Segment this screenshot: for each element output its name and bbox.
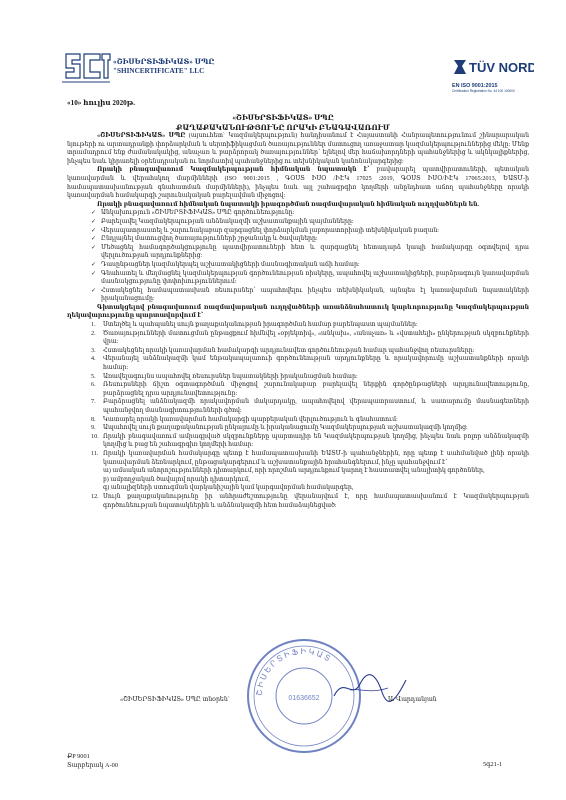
checkmark-icon: ✓: [91, 226, 97, 234]
list-item: ✓ Անկախություն «ՇԻՍԵՐՏԻՖԻԿԱՏ» ՍՊԸ գործունեությունը:: [91, 209, 295, 217]
goal-paragraph: [67, 166, 529, 200]
tuv-name: TÜV NORD: [469, 60, 534, 75]
company-logo: [60, 44, 112, 88]
intro-paragraph: [67, 132, 529, 166]
commitments-list: [67, 321, 529, 510]
title-line-1: «ՇԻՍԵՐՏԻՖԻԿԱՏ» ՍՊԸ: [232, 114, 334, 122]
stamp-number: 01636652: [288, 695, 320, 702]
list-item: 9. Ապահովել սույն քաղաքականության ընկալումը և իրականացումը Կազմակերպության աշխատակազմի կողմից:: [91, 425, 468, 432]
sub-item: ա) ամսական անորոշությունների դիտարկում, որի որոշման արդյունքում կարող է հաստատվել անալիտիկ գործոններ,: [103, 468, 485, 475]
signatory-title: «ՇԻՍԵՐՏԻՖԻԿԱՏ» ՍՊԸ տնօրեն`: [120, 696, 230, 703]
list-item: ✓ Վերապատրաստել և շարունակաբար զարգացնել փորձարկման լաբորատորիայի տեխնիկական բազան:: [91, 226, 439, 234]
list-item: 2. Ծառայությունների մատուցման ընթացքում հիմնվել «օբյեկտիվ», «անկախ», «անաչառ» և «վստահելի» ընկերության սկզբունքների վրա:: [91, 330, 529, 346]
checkmark-icon: ✓: [91, 217, 97, 225]
list-item: ✓ Հստակեցնել համապատասխան ռեսուրսներ՝ ապահովելու ինչպես տեխնիկական, այնպես էլ կառավարման նպատակների իրականացումը:: [91, 286, 529, 303]
list-item: ✓ Ընդլայնել մատուցվող ծառայությունների շրջանակը և ծավալները:: [91, 235, 318, 243]
list-item: 6. Ռեսուրսների ճիշտ օգտագործման միջոցով շարունակաբար բարելավել ներքին գործընթացների արդյունավետությունը, բարձրացնել դրա արդյունավետությունը:: [91, 382, 529, 397]
list-item: 11. Որակի կառավարման համակարգը պետք է համապատասխանի ԵԱՏՄ-ի պահանջներին, որը պետք է սահմանված լինի որակի կառավարման ձեռնարկում, ընթացակարգերում և աշխատանքային հրահանգներում, ինչը պահանջվում է՝ ա) ամսական անորոշությունների դիտարկում, որի որոշման արդյունքում կարող է հաստատվել անալիտիկ գործոններ, բ) ամբողջական ծավալով որակի դիտարկում, գ) անալիզների ստուգման վարկանիշային կամ կարգավորման համակարգեր,: [91, 450, 529, 492]
footer-doc-info: [67, 752, 118, 770]
tuv-iso: EN ISO 9001:2015: [452, 83, 498, 89]
checkmark-icon: ✓: [91, 209, 97, 217]
title-line-2: ՔԱՂԱՔԱԿԱՆՈՒԹՅՈՒՆԸ ՈՐԱԿԻ ԲՆԱԳԱՎԱՌՈՒՄ: [176, 124, 390, 132]
doc-edition: Տարբերակ A-00: [67, 762, 118, 769]
company-name-en: "SHINCERTIFICATE" LLC: [113, 67, 205, 75]
list-item: ✓ Բարելավել Կազմակերպության անձնակազմի աշխատանքային պայմանները:: [91, 217, 354, 225]
list-item: 3. Հստակեցնել որակի կառավարման համակարգի արդյունավետ գործունեության համար պահանջվող ռեսուրսները:: [91, 347, 475, 354]
sub-item: բ) ամբողջական ծավալով որակի դիտարկում,: [103, 476, 250, 483]
goal-heading: Որակի բնագավառում Կազմակերպության հիմնական նպատակն է՝: [97, 167, 370, 174]
document-title: [0, 113, 566, 133]
tuv-mark-icon: [452, 56, 534, 78]
stamp-text: ՇԻՍԵՐՏԻՖԻԿԱՏ: [254, 646, 334, 697]
tuv-nord-logo: [452, 56, 534, 102]
doc-code: ՔP 9001: [67, 753, 90, 760]
list-item: ✓ Մեծացնել համագործակցությունը պատվիրատուների հետ և զարգացնել հետադարձ կապի համակարգը օգտվելով դրա վերլուծության արդյունքներից:: [91, 243, 529, 260]
checkmark-icon: ✓: [91, 269, 97, 277]
checkmark-icon: ✓: [91, 243, 97, 251]
company-name-arm: «ՇԻՍԵՐՏԻՖԻԿԱՏ» ՍՊԸ: [113, 58, 215, 66]
page-number: 5գ21-1: [483, 761, 503, 768]
goal-text: բավարարել պատվիրատուների, պետական կառավարման և վերահսկող մարմինների (ISO 9001:2015 , ԳՕՍՏ ԻՍՕ /ԻԷԿ 17025 :2019, ԳՕՍՏ ԻՍՕ/ԻԷԿ 17065:2013, ԵԱՏՄ-ի համապատասխանության գնահատման մարմինների), ինչպես նաև այլ շահագրգիռ կողմերի անընդհատ աճող պահանջները որակի կառավարման համակարգի շարունակական բարելավման միջոցով:: [67, 167, 529, 200]
list-item: 5. Առավելագույնս ապահովել ռեսուրսներ նպատակների իրականացման համար:: [91, 373, 358, 380]
tuv-reg: Certification Registration No. 44 100 100000: [452, 89, 515, 93]
list-item: 10. Որակի բնագավառում ամրագրված սկզբունքները պարտադիր են Կազմակերպության կողմից, ինչպես նաև բոլոր անձնակազմի կողմից և բաց են շահագրգիռ կողմերի համար:: [91, 433, 529, 449]
directions-heading: Որակի բնագավառում հիմնական նպատակի իրագործման ռազմավարական հիմնական ուղղվածներն են.: [97, 201, 480, 208]
document-body: [67, 132, 529, 510]
list-item: 8. Կատարել որակի կառավարման համակարգի պարբերական վերլուծություն և գնահատում:: [91, 416, 398, 423]
signatory-name: Ա. Վարդանյան: [388, 696, 437, 703]
document-date: «10» հուլիս 2020թ.: [67, 99, 136, 107]
intro-company: «ՇԻՍԵՐՏԻՖԻԿԱՏ» ՍՊԸ: [97, 133, 186, 139]
checkmark-icon: ✓: [91, 235, 97, 243]
list-item: ✓ Գնահատել և մեղմացնել կազմակերպության գործունեության ռիսկերը, ապահովել աշխատակիցների, բարձրագույն կառավարման մասնակցությունը փոփոխություններում:: [91, 269, 529, 286]
intro-text: (այսուհետ` Կազմակերպություն) հանդիսանում է Հայաստանի Հանրապետությունում շինարարական նյութերի ու արտադրանքի փորձարկման և սերտիֆիկացման ծառայություններ մատուցող առաջատար կազմակերպություններից մեկը: Մենք տրամադրում ենք ժամանակակից, անաչառ և բարձրորակ ծառայություններ՝ ելնելով մեր հաճախորդների պահանջներից և ակնկալիքներից, ինչպես նաև կիրառելի օրենսդրական ու նորմատիվ պահանջներից ու տեխնիկական կանոնակարգերից:: [67, 133, 529, 165]
list-item: 1. Ստեղծել և պահպանել սույն քաղաքականության իրագործման համար բարենպաստ պայմաններ:: [91, 322, 418, 329]
checkmark-icon: ✓: [91, 286, 97, 294]
directions-list: [67, 209, 529, 304]
list-item: 7. Բարձրացնել անձնակազմի որակավորման մակարդակը, ապահովելով վերապատրաստում, և սատարումը մասնագետների պահանջվող մասնագիտությունների գծով:: [91, 399, 529, 414]
sub-item: գ) անալիզների ստուգման վարկանիշային կամ կարգավորման համակարգեր,: [103, 485, 354, 492]
list-item: ✓ Դասընթացներ կազմակերպել աշխատակիցների մասնագիտական աճի համար:: [91, 260, 360, 268]
list-item: 4. Վերանայել անձնակազմի կամ ենթակապալառուի գործունեության արդյունքները և որակավորումը աշխատանքների որակի համար:: [91, 356, 529, 372]
checkmark-icon: ✓: [91, 260, 97, 268]
commitment-heading: Գիտակցելով բնագավառում ռազմավարական ուղղվածների առանձնահատուկ կարևորությունը Կազմակերպության ղեկավարությունը պարտավորվում է՝: [67, 304, 529, 320]
company-name: [113, 58, 214, 76]
list-item: 12. Սույն քաղաքականությունը իր անհրաժեշտությունը վերանայվում է, որը համապատասխանում է Կազմակերպության գործունեության նպատակներին և անձնակազմի հետ համաձայնեցված:: [91, 493, 529, 509]
